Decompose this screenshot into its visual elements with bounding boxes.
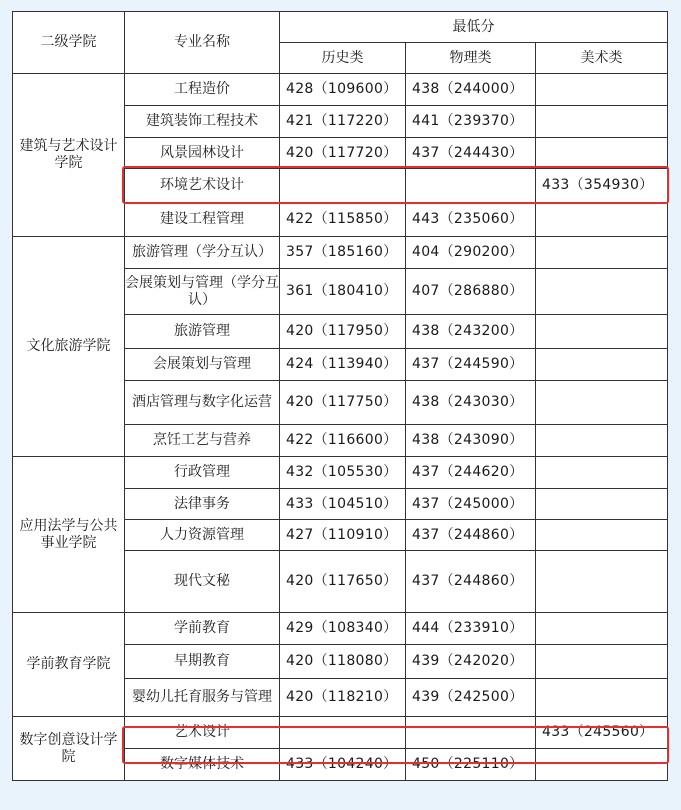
major-cell: 人力资源管理 xyxy=(125,520,280,551)
art-score-cell xyxy=(536,457,668,489)
major-cell: 环境艺术设计 xyxy=(125,169,280,203)
major-cell: 工程造价 xyxy=(125,74,280,106)
history-score-cell: 428（109600） xyxy=(280,74,406,106)
admission-score-table xyxy=(12,11,668,781)
major-cell: 艺术设计 xyxy=(125,717,280,749)
history-score-cell: 421（117220） xyxy=(280,106,406,138)
art-score-cell xyxy=(536,749,668,781)
major-cell: 会展策划与管理 xyxy=(125,349,280,381)
art-score-cell: 433（354930） xyxy=(536,169,668,203)
physics-score-cell: 437（244620） xyxy=(406,457,536,489)
major-cell: 现代文秘 xyxy=(125,551,280,613)
major-cell: 建设工程管理 xyxy=(125,203,280,237)
table-row xyxy=(13,457,668,489)
art-score-cell xyxy=(536,349,668,381)
table-row xyxy=(13,74,668,106)
header-min-score: 最低分 xyxy=(280,12,668,43)
major-cell: 旅游管理（学分互认） xyxy=(125,237,280,269)
college-cell: 建筑与艺术设计学院 xyxy=(13,74,125,237)
history-score-cell: 433（104510） xyxy=(280,489,406,520)
physics-score-cell: 437（244430） xyxy=(406,138,536,169)
major-cell: 法律事务 xyxy=(125,489,280,520)
college-cell: 文化旅游学院 xyxy=(13,237,125,457)
major-cell: 数字媒体技术 xyxy=(125,749,280,781)
physics-score-cell: 438（243090） xyxy=(406,425,536,457)
art-score-cell xyxy=(536,489,668,520)
art-score-cell xyxy=(536,269,668,315)
physics-score-cell: 438（243200） xyxy=(406,315,536,349)
table-row xyxy=(13,717,668,749)
major-cell: 旅游管理 xyxy=(125,315,280,349)
physics-score-cell: 437（244860） xyxy=(406,520,536,551)
history-score-cell: 420（118210） xyxy=(280,679,406,717)
major-cell: 酒店管理与数字化运营 xyxy=(125,381,280,425)
history-score-cell: 420（118080） xyxy=(280,645,406,679)
art-score-cell: 433（245560） xyxy=(536,717,668,749)
physics-score-cell: 439（242500） xyxy=(406,679,536,717)
art-score-cell xyxy=(536,315,668,349)
major-cell: 学前教育 xyxy=(125,613,280,645)
physics-score-cell: 404（290200） xyxy=(406,237,536,269)
physics-score-cell: 450（225110） xyxy=(406,749,536,781)
physics-score-cell: 437（244860） xyxy=(406,551,536,613)
history-score-cell: 432（105530） xyxy=(280,457,406,489)
art-score-cell xyxy=(536,551,668,613)
art-score-cell xyxy=(536,520,668,551)
physics-score-cell: 438（244000） xyxy=(406,74,536,106)
major-cell: 烹饪工艺与营养 xyxy=(125,425,280,457)
history-score-cell: 424（113940） xyxy=(280,349,406,381)
major-cell: 风景园林设计 xyxy=(125,138,280,169)
art-score-cell xyxy=(536,106,668,138)
art-score-cell xyxy=(536,74,668,106)
history-score-cell: 427（110910） xyxy=(280,520,406,551)
table-row xyxy=(13,613,668,645)
history-score-cell: 361（180410） xyxy=(280,269,406,315)
art-score-cell xyxy=(536,613,668,645)
physics-score-cell: 438（243030） xyxy=(406,381,536,425)
history-score-cell xyxy=(280,717,406,749)
art-score-cell xyxy=(536,679,668,717)
history-score-cell: 422（116600） xyxy=(280,425,406,457)
physics-score-cell: 439（242020） xyxy=(406,645,536,679)
physics-score-cell: 437（245000） xyxy=(406,489,536,520)
physics-score-cell: 441（239370） xyxy=(406,106,536,138)
physics-score-cell xyxy=(406,717,536,749)
physics-score-cell: 407（286880） xyxy=(406,269,536,315)
table-row xyxy=(13,237,668,269)
history-score-cell: 420（117720） xyxy=(280,138,406,169)
header-college: 二级学院 xyxy=(13,12,125,74)
header-art: 美术类 xyxy=(536,43,668,74)
history-score-cell: 420（117650） xyxy=(280,551,406,613)
physics-score-cell: 437（244590） xyxy=(406,349,536,381)
art-score-cell xyxy=(536,138,668,169)
history-score-cell: 422（115850） xyxy=(280,203,406,237)
history-score-cell: 420（117750） xyxy=(280,381,406,425)
header-physics: 物理类 xyxy=(406,43,536,74)
art-score-cell xyxy=(536,381,668,425)
college-cell: 学前教育学院 xyxy=(13,613,125,717)
college-cell: 应用法学与公共事业学院 xyxy=(13,457,125,613)
history-score-cell: 357（185160） xyxy=(280,237,406,269)
art-score-cell xyxy=(536,203,668,237)
physics-score-cell: 444（233910） xyxy=(406,613,536,645)
history-score-cell: 433（104240） xyxy=(280,749,406,781)
header-history: 历史类 xyxy=(280,43,406,74)
score-table-container xyxy=(12,11,667,781)
history-score-cell: 429（108340） xyxy=(280,613,406,645)
college-cell: 数字创意设计学院 xyxy=(13,717,125,781)
header-major: 专业名称 xyxy=(125,12,280,74)
physics-score-cell xyxy=(406,169,536,203)
history-score-cell xyxy=(280,169,406,203)
art-score-cell xyxy=(536,425,668,457)
art-score-cell xyxy=(536,645,668,679)
major-cell: 会展策划与管理（学分互认） xyxy=(125,269,280,315)
art-score-cell xyxy=(536,237,668,269)
major-cell: 行政管理 xyxy=(125,457,280,489)
major-cell: 建筑装饰工程技术 xyxy=(125,106,280,138)
major-cell: 婴幼儿托育服务与管理 xyxy=(125,679,280,717)
history-score-cell: 420（117950） xyxy=(280,315,406,349)
physics-score-cell: 443（235060） xyxy=(406,203,536,237)
major-cell: 早期教育 xyxy=(125,645,280,679)
